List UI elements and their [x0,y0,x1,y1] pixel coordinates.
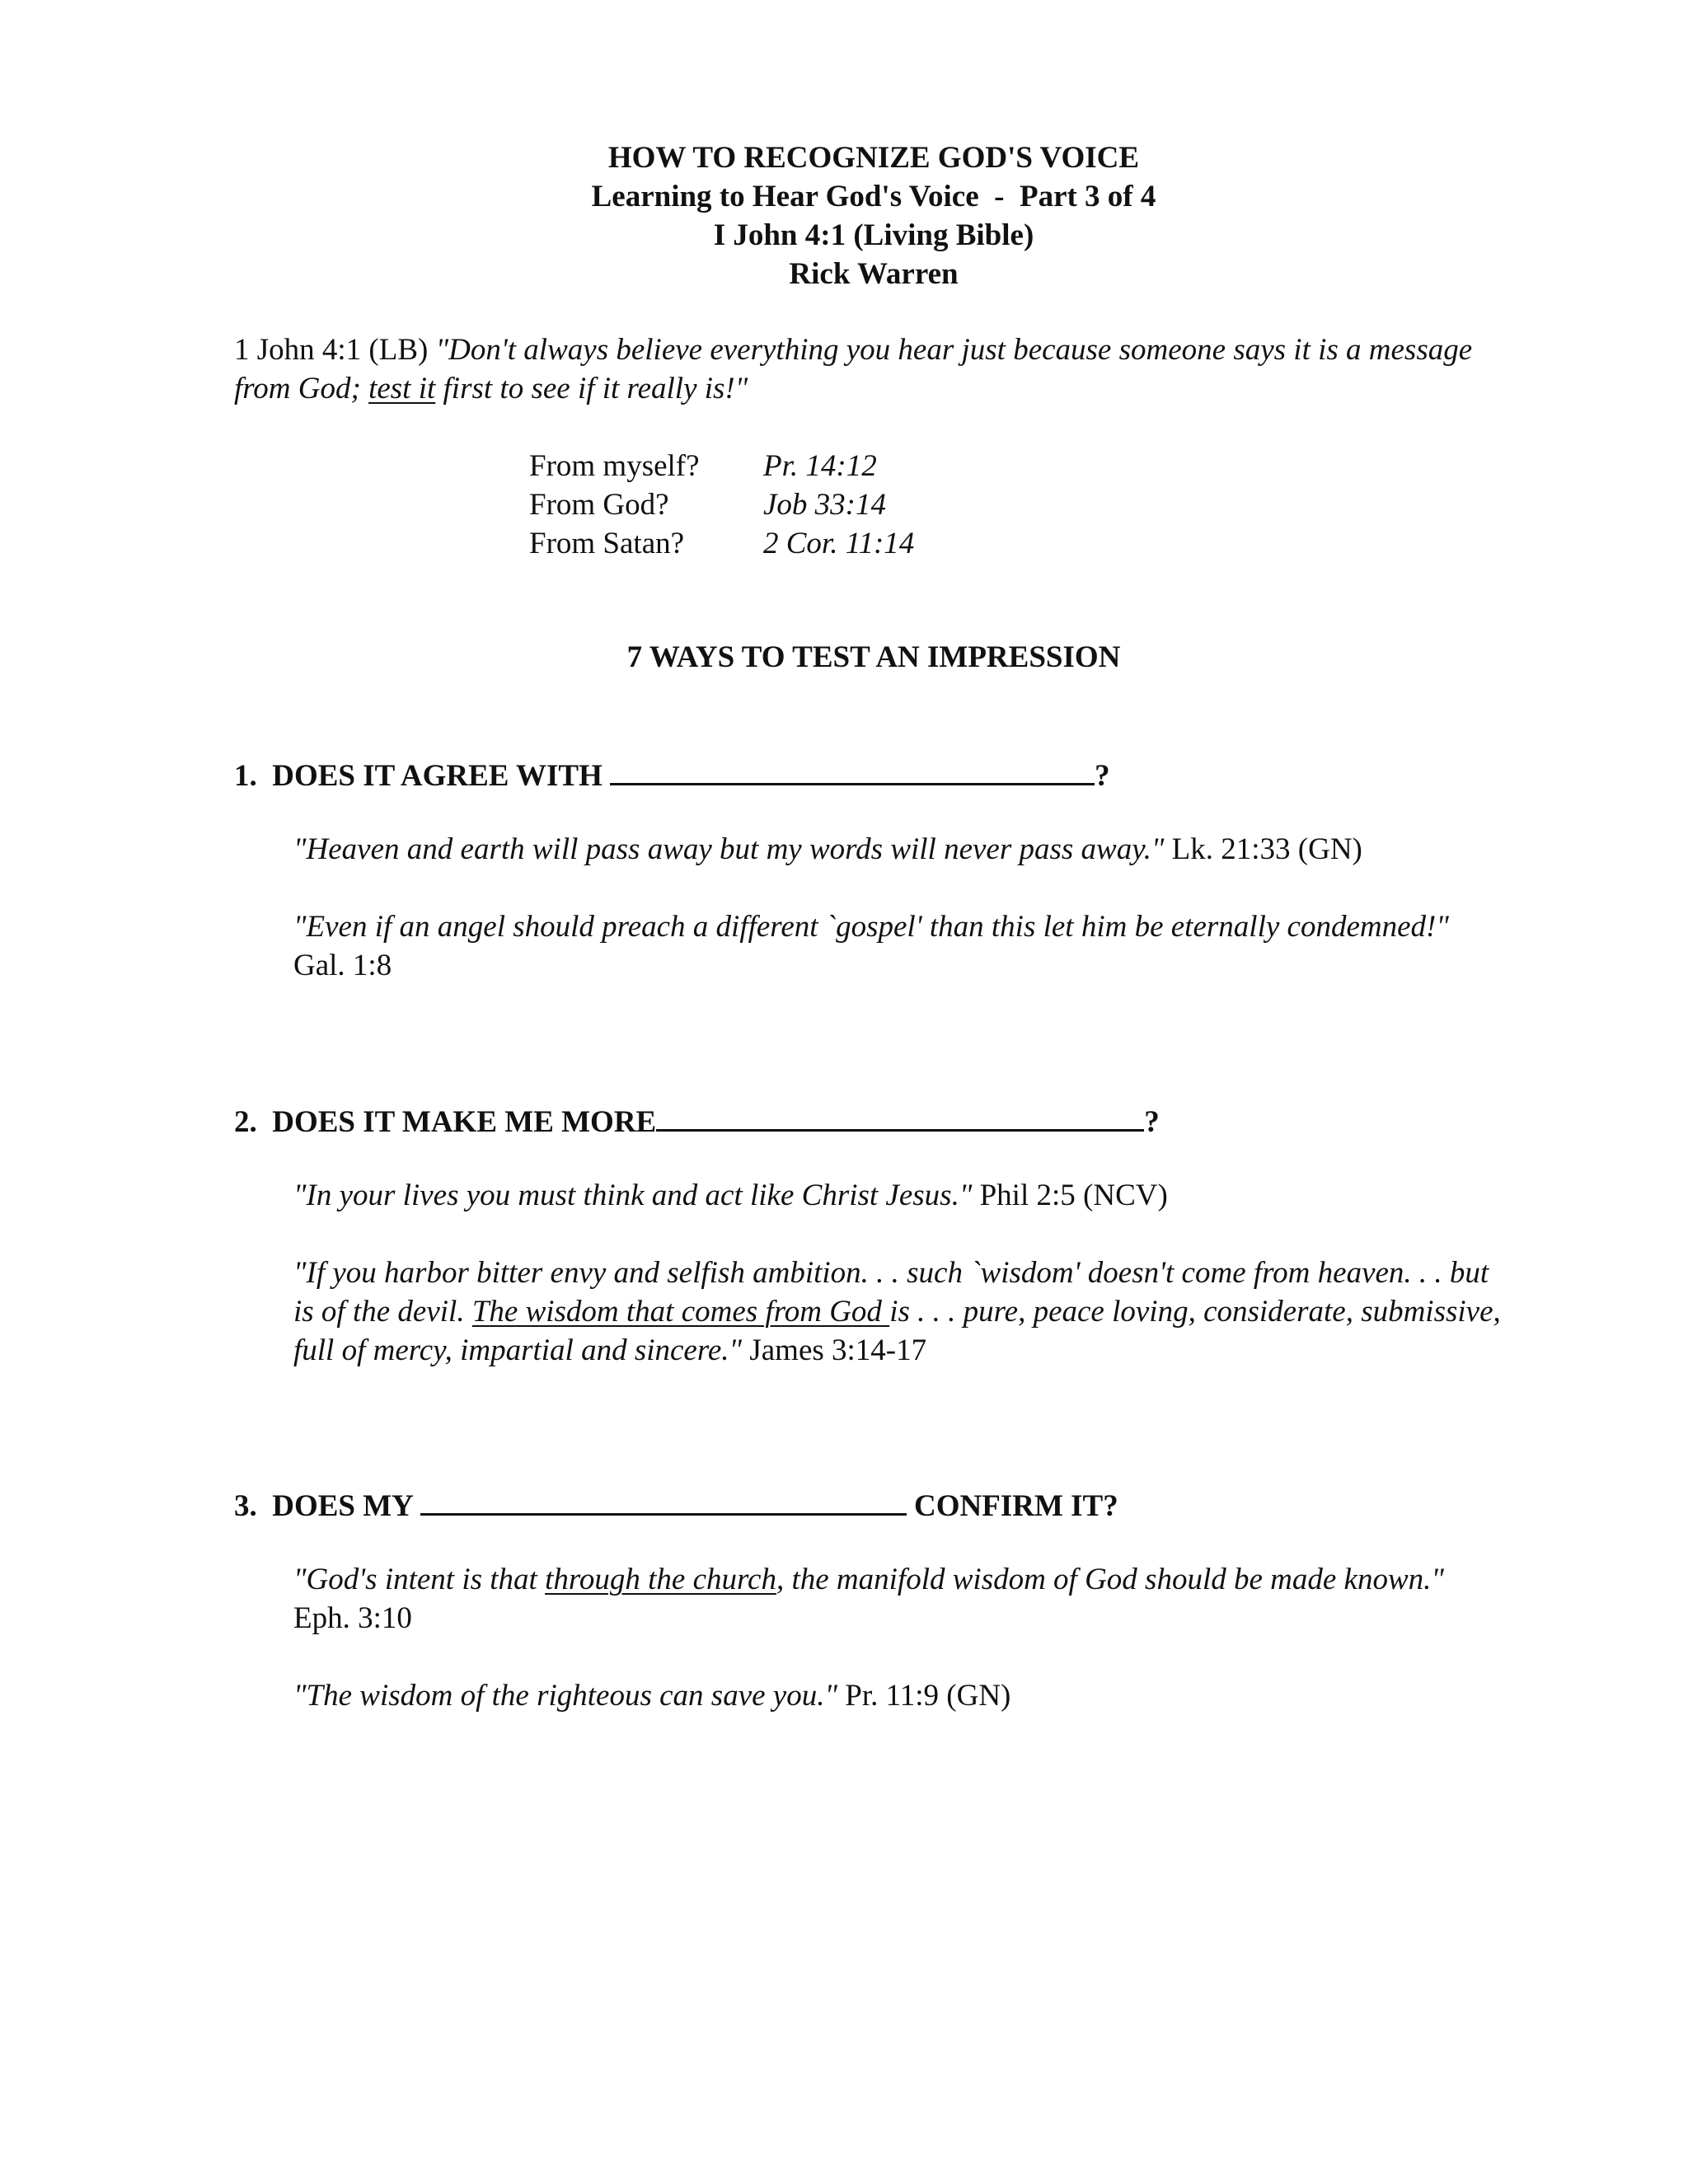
test-point-3-prefix: 3. DOES MY [234,1489,420,1523]
test-point-1 [234,753,1110,795]
quote-text [293,1563,1444,1596]
test-point-1-prefix: 1. DOES IT AGREE WITH [234,759,611,793]
voice-source-row [529,447,1106,485]
quote-text: "Heaven and earth will pass away but my words will never pass away." [293,832,1165,866]
quote-text-part2: is . . . pure, peace loving, considerate, submissive, full of mercy, impartial and sincere." [293,1295,1501,1367]
test-point-1-suffix: ? [1095,759,1110,793]
voice-source-row [529,485,1106,524]
voice-source-question: From God? [529,488,669,522]
quote-text-underlined: through the church [545,1563,776,1596]
author-name: Rick Warren [789,257,959,291]
voice-source-row [529,524,1106,563]
scripture-quote [293,830,1505,869]
quote-ref: Phil 2:5 (NCV) [972,1179,1168,1212]
voice-source-ref: 2 Cor. 11:14 [763,527,915,560]
scripture-reference: I John 4:1 (Living Bible) [713,218,1034,252]
quote-text: "The wisdom of the righteous can save you." [293,1679,838,1713]
scripture-quote [293,1676,1505,1715]
test-point-2 [234,1099,1160,1141]
quote-text: "In your lives you must think and act like Christ Jesus." [293,1179,973,1212]
fill-in-blank[interactable] [656,1099,1144,1132]
intro-quote-part1: "Don't always believe everything you hear just because someone says it is a message from God; [234,333,1473,405]
quote-text-part2: , the manifold wisdom of God should be made known." [776,1563,1444,1596]
test-point-3 [234,1483,1118,1526]
intro-quote-part2: first to see if it really is!" [435,372,748,405]
quote-text-part1: "God's intent is that [293,1563,546,1596]
quote-text-part1: "If you harbor bitter envy and selfish ambition. . . such `wisdom' doesn't come from heaven. . . but is of the devil. [293,1256,1489,1329]
intro-verse-ref: 1 John 4:1 (LB) [234,333,436,367]
quote-ref: Pr. 11:9 (GN) [837,1679,1011,1713]
voice-sources-list [529,447,1106,563]
test-point-3-suffix: CONFIRM IT? [906,1489,1118,1523]
fill-in-blank[interactable] [610,753,1095,785]
quote-ref: Lk. 21:33 (GN) [1164,832,1362,866]
intro-verse [234,330,1487,408]
quote-text: "Even if an angel should preach a different `gospel' than this let him be eternally condemned!" [293,910,1449,944]
voice-source-ref: Pr. 14:12 [763,449,877,483]
voice-source-ref: Job 33:14 [763,488,886,522]
voice-source-question: From Satan? [529,527,685,560]
section-heading: 7 WAYS TO TEST AN IMPRESSION [626,640,1121,674]
fill-in-blank[interactable] [420,1483,907,1516]
scripture-quote [293,1254,1505,1370]
scripture-quote [293,1176,1505,1215]
test-point-2-suffix: ? [1144,1105,1160,1139]
voice-source-question: From myself? [529,449,700,483]
scripture-quote [293,907,1505,985]
quote-ref: Gal. 1:8 [293,949,392,982]
document-subtitle: Learning to Hear God's Voice - Part 3 of 4 [591,180,1156,213]
document-header [0,138,1688,293]
scripture-quote [293,1560,1505,1638]
quote-ref: Eph. 3:10 [293,1601,412,1635]
quote-text-underlined: The wisdom that comes from God [471,1295,890,1329]
intro-quote-underlined: test it [368,372,436,405]
document-title: HOW TO RECOGNIZE GOD'S VOICE [607,141,1140,175]
test-point-2-prefix: 2. DOES IT MAKE ME MORE [234,1105,657,1139]
quote-ref: James 3:14-17 [742,1333,927,1367]
